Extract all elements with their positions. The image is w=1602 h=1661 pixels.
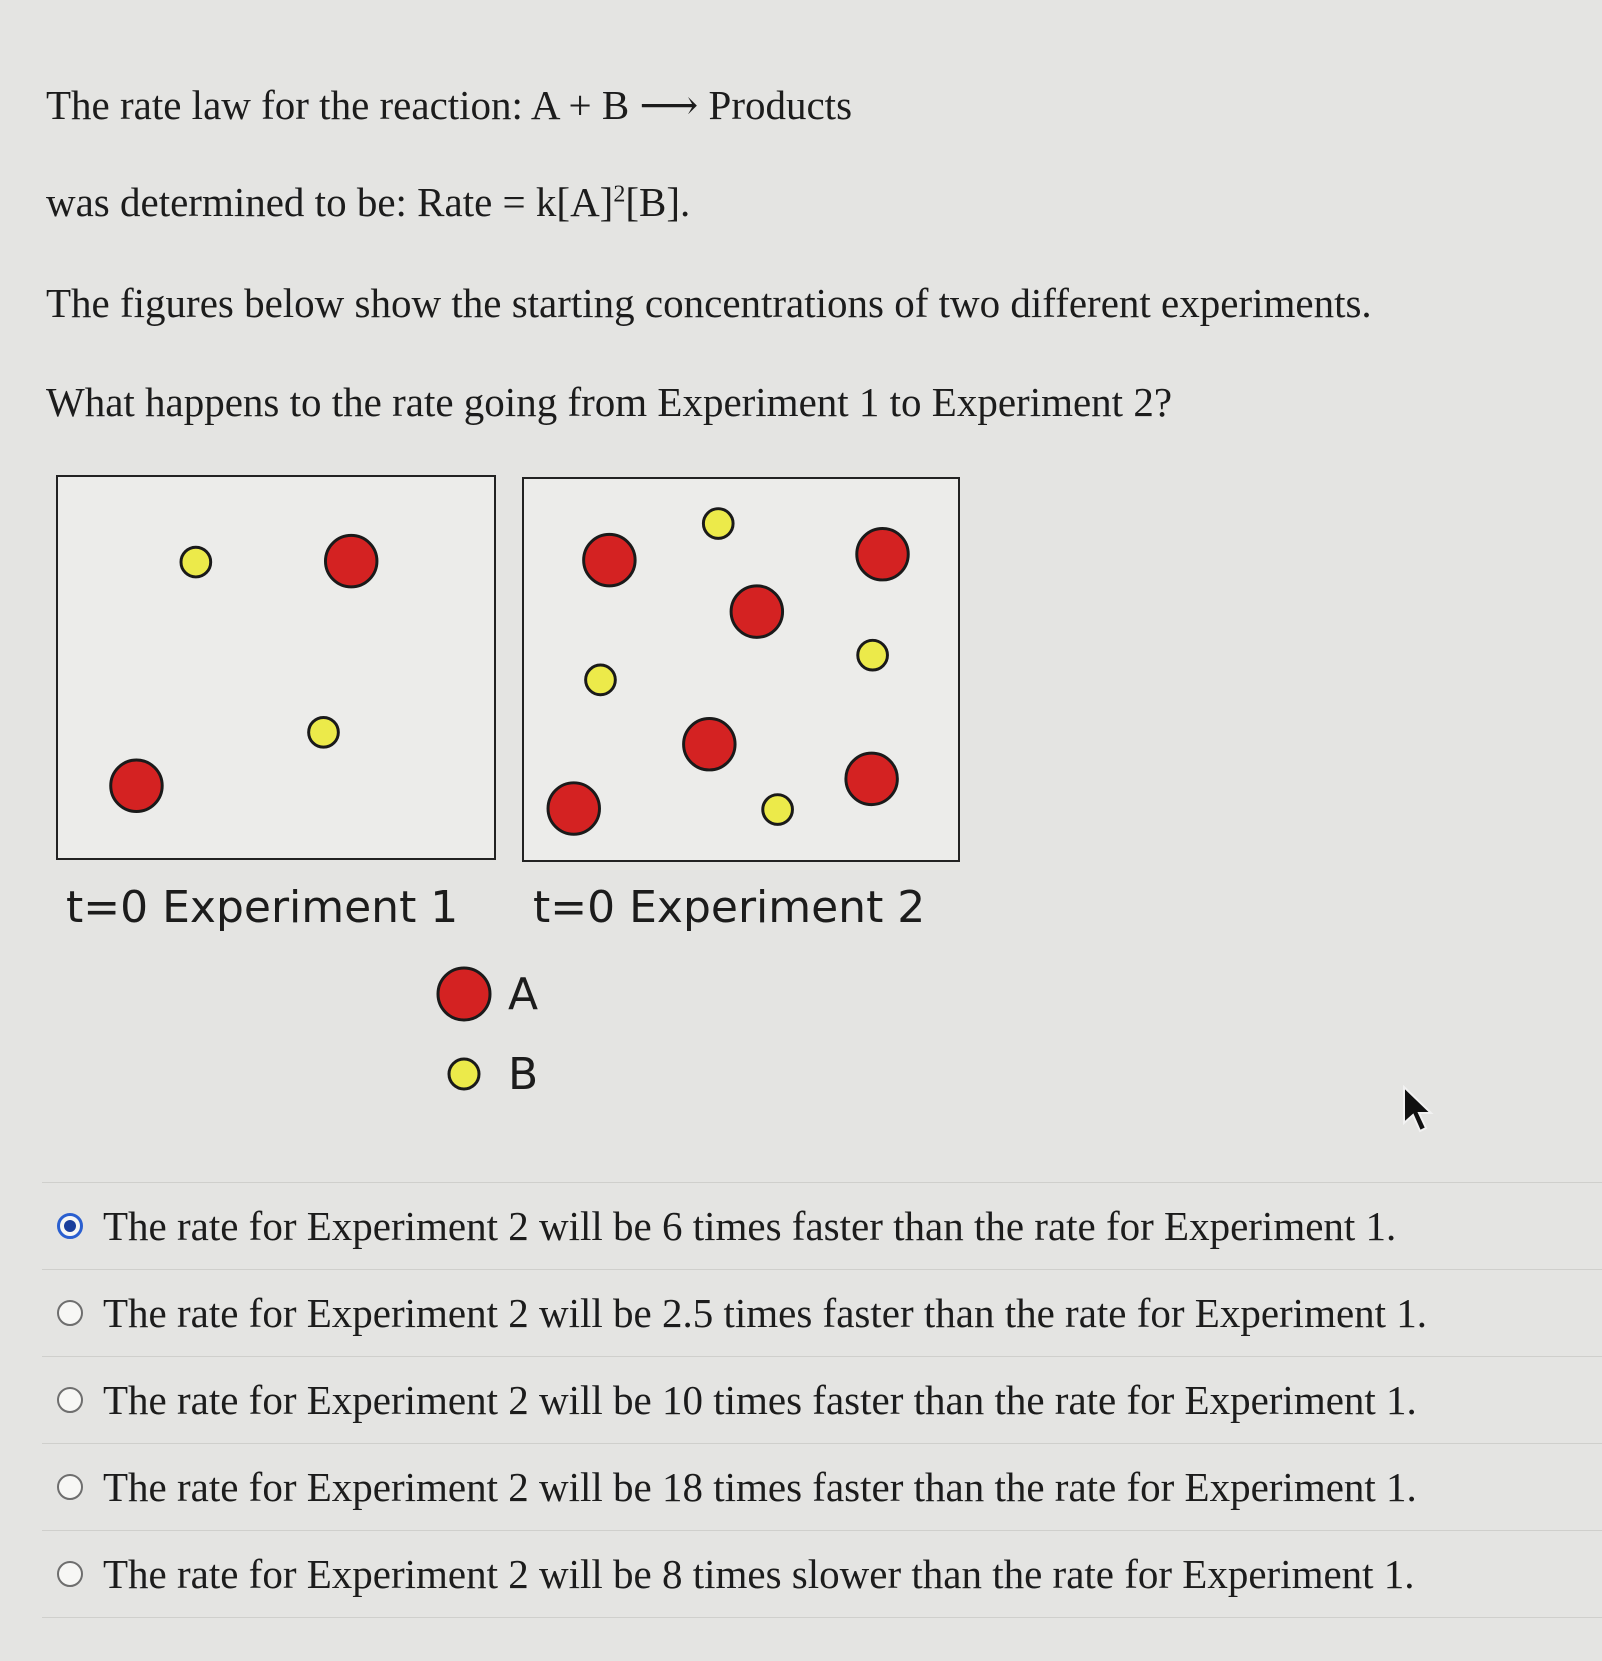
particle-a [111, 760, 162, 811]
radio-button-1[interactable] [57, 1213, 83, 1239]
legend-b-label: B [508, 1048, 539, 1100]
experiment-2-particles [524, 479, 958, 860]
rate-law-prefix: was determined to be: Rate = k[A] [46, 179, 614, 225]
rate-law-exponent: 2 [613, 181, 626, 208]
question-line-2 [46, 177, 690, 227]
particle-a [325, 535, 376, 586]
answer-option-5-text: The rate for Experiment 2 will be 8 times slower than the rate for Experiment 1. [103, 1551, 1415, 1597]
particle-a [846, 753, 897, 804]
particle-b [763, 795, 793, 825]
answer-option-3[interactable] [42, 1356, 1602, 1443]
legend-a-label: A [508, 968, 539, 1020]
experiment-1-caption: t=0 Experiment 1 [66, 882, 459, 933]
answer-option-1-text: The rate for Experiment 2 will be 6 times faster than the rate for Experiment 1. [103, 1203, 1397, 1249]
particle-a [584, 534, 635, 585]
particle-a [857, 528, 908, 579]
legend-a [432, 964, 538, 1024]
radio-button-5[interactable] [57, 1561, 83, 1587]
experiment-2-box [522, 477, 960, 862]
answer-option-5[interactable] [42, 1530, 1602, 1618]
legend-b [432, 1044, 538, 1104]
answer-option-1[interactable] [42, 1182, 1602, 1269]
particle-b [181, 547, 211, 577]
particle-b [586, 665, 616, 695]
particle-b [703, 509, 733, 539]
experiment-2-caption: t=0 Experiment 2 [533, 882, 926, 933]
answer-options [42, 1182, 1602, 1618]
question-line-3: The figures below show the starting concentrations of two different experiments. [46, 280, 1372, 326]
particle-a [684, 718, 735, 769]
rate-law-suffix: [B]. [625, 179, 691, 225]
answer-option-4[interactable] [42, 1443, 1602, 1530]
experiment-1-box [56, 475, 496, 860]
particle-a [731, 586, 782, 637]
experiment-1-particles [58, 477, 494, 858]
particle-a [548, 783, 599, 834]
radio-button-3[interactable] [57, 1387, 83, 1413]
answer-option-2-text: The rate for Experiment 2 will be 2.5 times faster than the rate for Experiment 1. [103, 1290, 1428, 1336]
particle-b [858, 640, 888, 670]
particle-b [309, 717, 339, 747]
radio-button-4[interactable] [57, 1474, 83, 1500]
radio-button-2[interactable] [57, 1300, 83, 1326]
question-line-1: The rate law for the reaction: A + B ⟶ Products [46, 82, 853, 128]
question-line-4: What happens to the rate going from Experiment 1 to Experiment 2? [46, 379, 1173, 425]
answer-option-4-text: The rate for Experiment 2 will be 18 times faster than the rate for Experiment 1. [103, 1464, 1417, 1510]
mouse-pointer-icon [1401, 1085, 1437, 1135]
legend-b-swatch [432, 1044, 496, 1104]
answer-option-3-text: The rate for Experiment 2 will be 10 times faster than the rate for Experiment 1. [103, 1377, 1417, 1423]
legend-a-swatch [432, 964, 496, 1024]
answer-option-2[interactable] [42, 1269, 1602, 1356]
